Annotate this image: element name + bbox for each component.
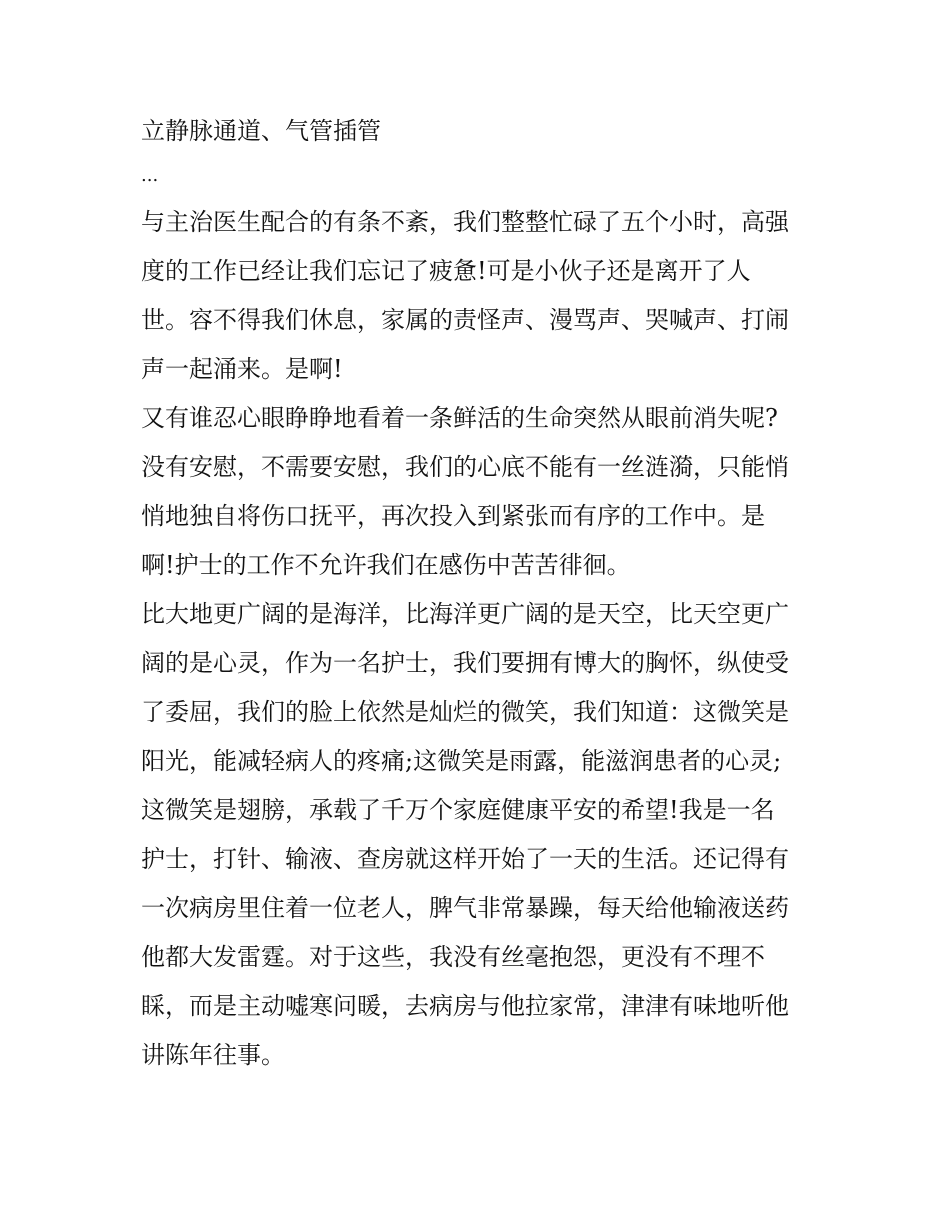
text-line: 悄地独自将伤口抚平，再次投入到紧张而有序的工作中。是 [141, 502, 765, 530]
text-line: 比大地更广阔的是海洋，比海洋更广阔的是天空，比天空更广 [141, 600, 789, 628]
text-line: 了委屈，我们的脸上依然是灿烂的微笑，我们知道：这微笑是 [141, 698, 789, 726]
text-line: 他都大发雷霆。对于这些，我没有丝毫抱怨，更没有不理不 [141, 943, 765, 971]
text-line: 世。容不得我们休息，家属的责怪声、漫骂声、哭喊声、打闹 [141, 306, 789, 334]
text-line: 度的工作已经让我们忘记了疲惫!可是小伙子还是离开了人 [141, 257, 751, 285]
text-line: 啊!护士的工作不允许我们在感伤中苦苦徘徊。 [141, 551, 631, 579]
text-line: 讲陈年往事。 [141, 1041, 285, 1069]
ellipsis-line: ... [141, 165, 159, 186]
text-line: 声一起涌来。是啊! [141, 355, 343, 383]
text-line: 立静脉通道、气管插管 [141, 117, 381, 145]
text-line: 这微笑是翅膀，承载了千万个家庭健康平安的希望!我是一名 [141, 796, 775, 824]
text-line: 与主治医生配合的有条不紊，我们整整忙碌了五个小时，高强 [141, 208, 789, 236]
text-line: 没有安慰，不需要安慰，我们的心底不能有一丝涟漪，只能悄 [141, 453, 789, 481]
text-line: 阳光，能减轻病人的疼痛;这微笑是雨露，能滋润患者的心灵; [141, 747, 782, 775]
text-line: 护士，打针、输液、查房就这样开始了一天的生活。还记得有 [141, 845, 789, 873]
text-line: 阔的是心灵，作为一名护士，我们要拥有博大的胸怀，纵使受 [141, 649, 789, 677]
text-line: 又有谁忍心眼睁睁地看着一条鲜活的生命突然从眼前消失呢? [141, 404, 778, 432]
text-line: 睬，而是主动嘘寒问暖，去病房与他拉家常，津津有味地听他 [141, 992, 789, 1020]
text-line: 一次病房里住着一位老人，脾气非常暴躁，每天给他输液送药 [141, 894, 789, 922]
